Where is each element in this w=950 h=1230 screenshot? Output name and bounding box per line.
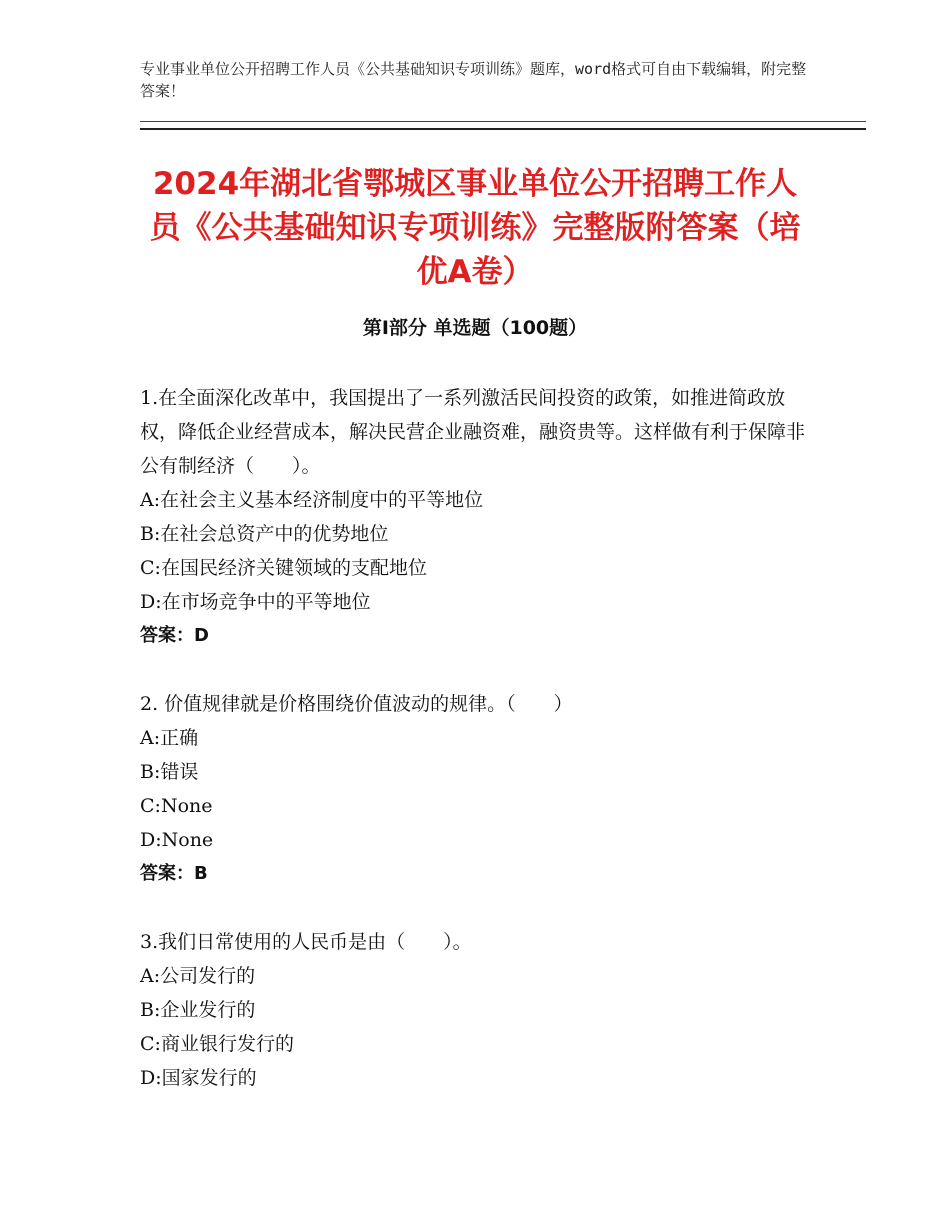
document-title: 2024年湖北省鄂城区事业单位公开招聘工作人员《公共基础知识专项训练》完整版附答案（培优A卷）: [149, 166, 801, 290]
answer: 答案：B: [140, 863, 208, 884]
option-b: B:企业发行的: [140, 999, 256, 1021]
option-d: D:在市场竞争中的平等地位: [140, 591, 371, 613]
answer: 答案：D: [140, 625, 209, 646]
option-c: C:None: [140, 795, 213, 817]
question-stem: 2. 价值规律就是价格围绕价值波动的规律。（ ）: [140, 693, 573, 715]
option-c: C:在国民经济关键领域的支配地位: [140, 557, 427, 579]
question-1: [140, 381, 810, 653]
option-b: B:在社会总资产中的优势地位: [140, 523, 389, 545]
question-stem: 3.我们日常使用的人民币是由（ ）。: [140, 931, 472, 953]
option-d: D:国家发行的: [140, 1067, 257, 1089]
header-note: 专业事业单位公开招聘工作人员《公共基础知识专项训练》题库，word格式可自由下载编辑，附完整答案！: [140, 60, 807, 100]
option-a: A:公司发行的: [140, 965, 256, 987]
option-d: D:None: [140, 829, 214, 851]
option-c: C:商业银行发行的: [140, 1033, 294, 1055]
option-a: A:正确: [140, 727, 199, 749]
question-list: [140, 381, 810, 1129]
question-stem: 1.在全面深化改革中，我国提出了一系列激活民间投资的政策，如推进简政放权，降低企业经营成本，解决民营企业融资难，融资贵等。这样做有利于保障非公有制经济（ ）。: [140, 387, 806, 477]
question-3: [140, 925, 810, 1095]
question-2: [140, 687, 810, 891]
option-a: A:在社会主义基本经济制度中的平等地位: [140, 489, 484, 511]
option-b: B:错误: [140, 761, 199, 783]
section-title: 第I部分 单选题（100题）: [362, 317, 588, 339]
header-divider: [140, 121, 866, 130]
